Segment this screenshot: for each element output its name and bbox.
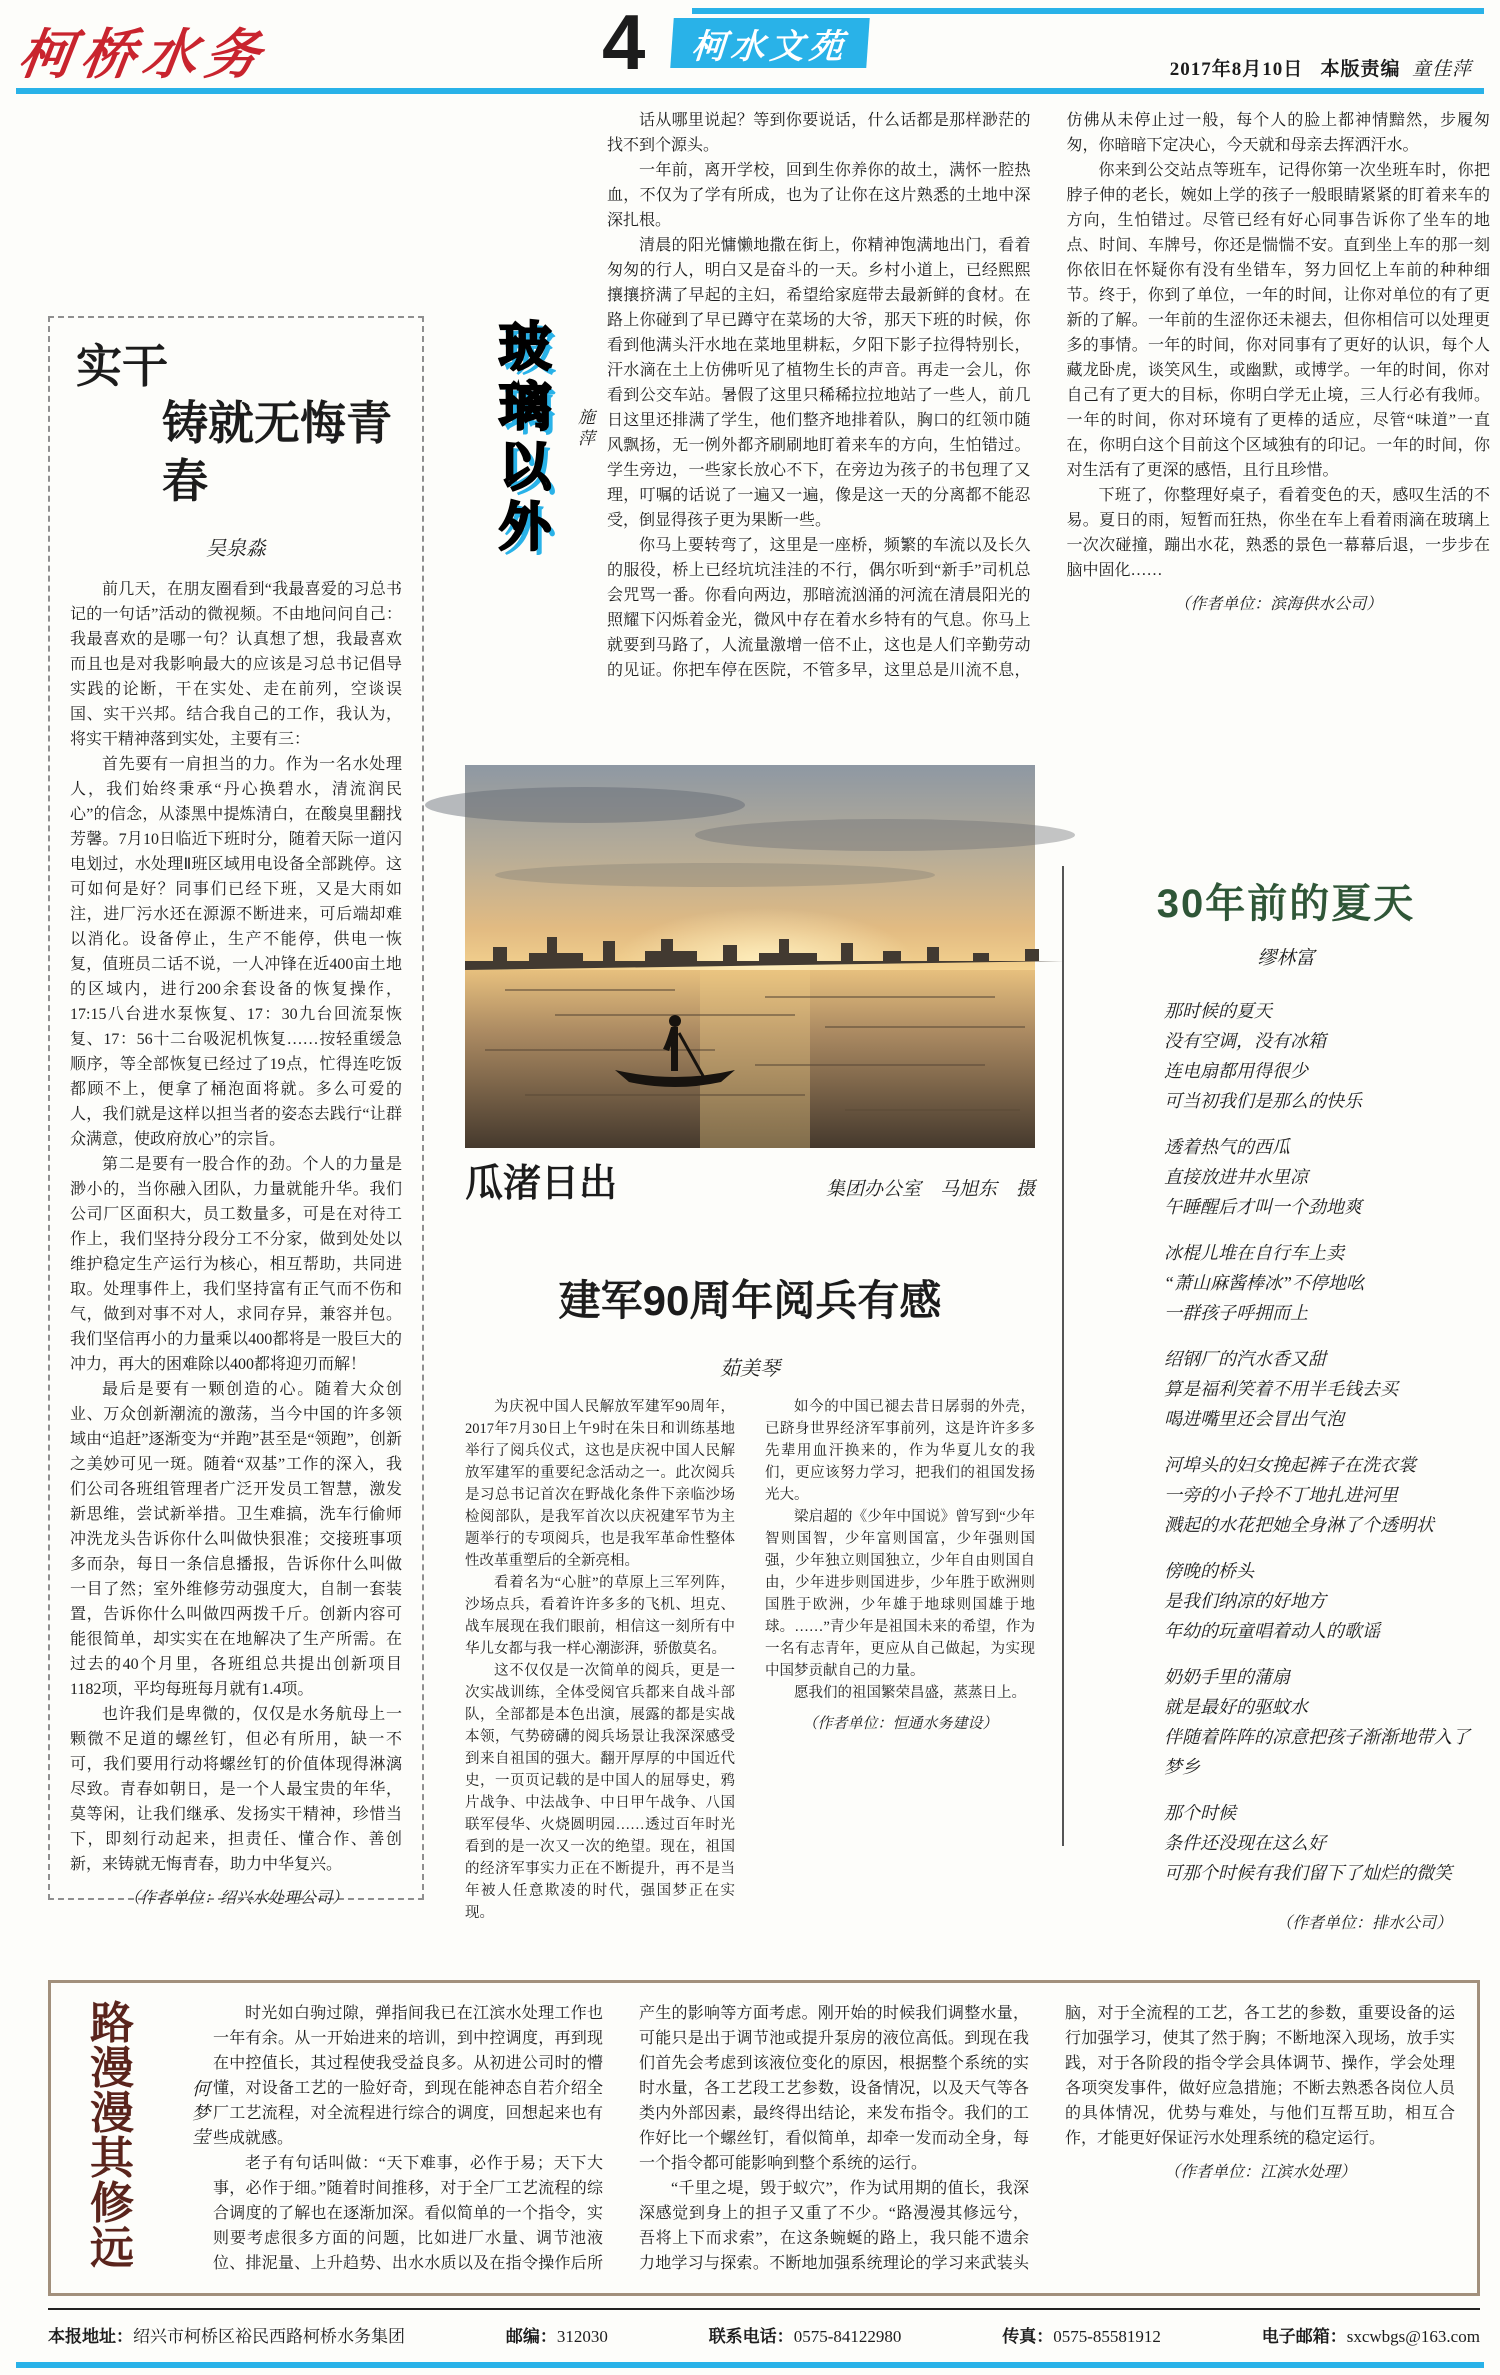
poem-line: 年幼的玩童唱着动人的歌谣 [1164, 1621, 1380, 1641]
paragraph: 愿我们的祖国繁荣昌盛，蒸蒸日上。 [794, 1685, 1026, 1701]
poem-line: 溅起的水花把她全身淋了个透明状 [1164, 1515, 1434, 1535]
article-road-body [213, 2001, 1455, 2277]
article-parade-unit: （作者单位：恒通水务建设） [802, 1716, 998, 1732]
issue-date: 2017年8月10日 [1169, 59, 1304, 80]
poem-line: 伴随着阵阵的凉意把孩子渐渐地带入了梦乡 [1164, 1727, 1470, 1777]
poem-line: 透着热气的西瓜 [1164, 1137, 1290, 1157]
title-char: 修 [90, 2179, 134, 2228]
paragraph: 这不仅仅是一次简单的阅兵，更是一次实战训练，全体受阅官兵都来自战斗部队，全部都是本色出演，展露的都是实战本领，气势磅礴的阅兵场景让我深深感受到来自祖国的强大。翻开厚厚的中国近代史，一页页记载的是中国人的屈辱史，鸦片战争、中法战争、中日甲午战争、八国联军侵华、火烧圆明园……透过百年时光看到的是一次又一次的绝望。现在，祖国的经济军事实力正在不断提升，再不是当年被人任意欺凌的时代，强国梦正在实现。 [465, 1663, 735, 1921]
paragraph: 如今的中国已褪去昔日孱弱的外壳，已跻身世界经济军事前列，这是许许多多先辈用血汗换来的，作为华夏儿女的我们，更应该努力学习，把我们的祖国发扬光大。 [765, 1399, 1035, 1503]
sunrise-photo [465, 765, 1035, 1148]
poem-line: 可那个时候有我们留下了灿烂的微笑 [1164, 1863, 1452, 1883]
paragraph: 前几天，在朋友圈看到“我最喜爱的习总书记的一句话”活动的微视频。不由地问问自己：我最喜欢的是哪一句？认真想了想，我最喜欢而且也是对我影响最大的应该是习总书记倡导实践的论断，干在实处、走在前列，空谈误国、实干兴邦。结合我自己的工作，我认为，将实干精神落到实处，主要有三： [70, 581, 402, 748]
footer-address [48, 2322, 405, 2347]
poem-line: 傍晚的桥头 [1164, 1561, 1254, 1581]
footer-postcode-label: 邮编： [505, 2327, 557, 2346]
article-glass-author: 施萍 [575, 408, 594, 450]
footer-bottom-rule [16, 2362, 1484, 2368]
title-char: 外 [498, 499, 551, 557]
poem-title: 30年前的夏天 [1156, 882, 1416, 926]
poem-line [1086, 1328, 1486, 1344]
paragraph: 话从哪里说起？等到你要说话，什么话都是那样渺茫的找不到个源头。 [607, 112, 1031, 154]
masthead-logo: 柯桥水务 [15, 25, 272, 85]
footer-postcode [506, 2322, 608, 2347]
poem-line: 是我们纳凉的好地方 [1164, 1591, 1326, 1611]
paragraph: 第二是要有一股合作的劲。个人的力量是渺小的，当你融入团队，力量就能升华。我们公司厂区面积大，员工数量多，可是在对待工作上，我们坚持分段分工不分家，做到处处以维护稳定生产运行为核心，相互帮助，共同进取。处理事件上，我们坚持富有正气而不伤和气，做到对事不对人，求同存异，兼容并包。我们坚信再小的力量乘以400都将是一股巨大的冲力，再大的困难除以400都将迎刃而解！ [70, 1156, 402, 1373]
title-char: 路 [90, 1999, 134, 2048]
sunrise-photo-image [465, 765, 1035, 1148]
poem-line [1086, 1782, 1486, 1798]
article-parade-author: 茹美琴 [720, 1358, 780, 1380]
poem-line: 绍钢厂的汽水香又甜 [1164, 1349, 1326, 1369]
poem-line: 可当初我们是那么的快乐 [1164, 1091, 1362, 1111]
paragraph: 清晨的阳光慵懒地撒在街上，你精神饱满地出门，看着匆匆的行人，明白又是奋斗的一天。乡村小道上，已经熙熙攘攘挤满了早起的主妇，希望给家庭带去最新鲜的食材。在路上你碰到了早已蹲守在菜场的大爷，那天下班的时候，你看到他满头汗水地在菜地里耕耘，夕阳下影子拉得特别长，汗水滴在土上仿佛听见了植物生长的声音。再走一会儿，你看到公交车站。暑假了这里只稀稀拉拉地站了一些人，前几日这里还排满了学生，他们整齐地排着队，胸口的红领巾随风飘扬，无一例外都齐刷刷地盯着来车的方向，生怕错过。学生旁边，一些家长放心不下，在旁边为孩子的书包理了又理，叮嘱的话说了一遍又一遍，像是这一天的分离都不能忍受，倒显得孩子更为果断一些。 [607, 237, 1031, 529]
footer [48, 2322, 1480, 2347]
article-glass-title [490, 318, 560, 558]
poem-line: 没有空调，没有冰箱 [1164, 1031, 1326, 1051]
article-glass-body [607, 108, 1490, 700]
poem-unit: （作者单位：排水公司） [1275, 1915, 1452, 1932]
photo-caption-row [465, 1152, 1035, 1207]
poem-line: 冰棍儿堆在自行车上卖 [1164, 1243, 1344, 1263]
paragraph: “千里之堤，毁于蚁穴”，作为试用期的值长，我深深感觉到身上的担子又重了不少。“路漫漫其修远兮，吾将上下而求索”，在这条蜿蜒的路上，我只能不遗余力地学习与探索。不断地加强系统理论的学习来武装头脑，对于全流程的工艺，各工艺的参数，重要设备的运行加强学习，使其了然于胸；不断地深入现场，放手实践，对于各阶段的指令学会具体调节、操作，学会处理各项突发事件，做好应急措施；不断去熟悉各岗位人员的具体情况，优势与难处，与他们互帮互助，相互合作，才能更好保证污水处理系统的稳定运行。 [639, 2005, 1455, 2272]
article-parade-paragraphs [465, 1396, 1035, 1936]
article-road-author: 何梦莹 [190, 2079, 210, 2151]
paragraph: 也许我们是卑微的，仅仅是水务航母上一颗微不足道的螺丝钉，但必有所用，缺一不可，我们要用行动将螺丝钉的价值体现得淋漓尽致。青春如朝日，是一个人最宝贵的年华，莫等闲，让我们继承、发扬实干精神，珍惜当下，即刻行动起来，担责任、懂合作、善创新，来铸就无悔青春，助力中华复兴。 [70, 1706, 402, 1873]
article-shigan-title-line1: 实干 [76, 340, 168, 392]
article-road-unit: （作者单位：江滨水处理） [1163, 2164, 1356, 2181]
footer-email [1262, 2322, 1480, 2347]
section-title-badge: 柯水文苑 [670, 18, 869, 68]
article-road-paragraphs [213, 2001, 1455, 2277]
article-shigan-unit: （作者单位：绍兴水处理公司） [123, 1890, 348, 1907]
paragraph: 下班了，你整理好桌子，看着变色的天，感叹生活的不易。夏日的雨，短暂而狂热，你坐在车上看着雨滴在玻璃上一次次碰撞，蹦出水花，熟悉的景色一幕幕后退，一步步在脑中固化…… [1066, 487, 1490, 579]
poem-line: 喝进嘴里还会冒出气泡 [1164, 1409, 1344, 1429]
title-char: 璃 [498, 379, 551, 437]
article-shigan [48, 316, 424, 1907]
poem-line: 奶奶手里的蒲扇 [1164, 1667, 1290, 1687]
paragraph: 看着名为“心脏”的草原上三军列阵，沙场点兵，看着许许多多的飞机、坦克、战车展现在我们眼前，相信这一刻所有中华儿女都与我一样心潮澎湃，骄傲莫名。 [465, 1575, 735, 1657]
article-shigan-title-line2: 铸就无悔青春 [162, 397, 392, 507]
poem-lines [1086, 996, 1486, 1888]
editor-label: 本版责编 [1320, 59, 1401, 80]
title-char: 漫 [90, 2089, 134, 2138]
title-char: 玻 [498, 319, 551, 377]
title-char: 远 [90, 2224, 134, 2273]
poem-line [1086, 1540, 1486, 1556]
poem-line: 那个时候 [1164, 1803, 1236, 1823]
article-road [48, 1980, 1480, 2296]
article-shigan-author: 吴泉淼 [206, 538, 266, 560]
footer-email-label: 电子邮箱： [1261, 2327, 1347, 2346]
paragraph: 时光如白驹过隙，弹指间我已在江滨水处理工作也一年有余。从一开始进来的培训，到中控调度，再到现在中控值长，其过程使我受益良多。从初进公司时的懵懂，对设备工艺的一脸好奇，到现在能神态自若介绍全厂工艺流程，对全流程进行综合的调度，回想起来也有些成就感。 [213, 2005, 603, 2147]
paragraph: 一年前，离开学校，回到生你养你的故土，满怀一腔热血，不仅为了学有所成，也为了让你在这片熟悉的土地中深深扎根。 [607, 162, 1031, 229]
article-glass-unit: （作者单位：滨海供水公司） [1174, 596, 1383, 613]
footer-phone-value: 0575-84122980 [793, 2327, 902, 2346]
paragraph: 你马上要转弯了，这里是一座桥，频繁的车流以及长久的服役，桥上已经坑坑洼洼的不行，偶尔听到“新手”司机总会咒骂一番。你看向两边，那暗流汹涌的河流在清晨阳光的照耀下闪烁着金光，微风中存在着水乡特有的气息。你马上就要到马路了，人流量激增一倍不止，这也是人们辛勤劳动的见证。你把车停在医院，不管多早，这里总是川流不息，仿佛从未停止过一般，每个人的脸上都神情黯然，步履匆匆，你暗暗下定决心，今天就和母亲去挥洒汗水。 [607, 112, 1490, 679]
footer-address-label: 本报地址： [48, 2327, 133, 2346]
photo-caption-title: 瓜渚日出 [465, 1163, 618, 1205]
paragraph: 你来到公交站点等班车，记得你第一次坐班车时，你把脖子伸的老长，婉如上学的孩子一般眼睛紧紧的盯着来车的方向，生怕错过。尽管已经有好心同事告诉你了坐车的地点、时间、车牌号，你还是惴惴不安。直到坐上车的那一刻你依旧在怀疑你有没有坐错车，努力回忆上车前的种种细节。终于，你到了单位，一年的时间，让你对单位的有了更新的了解。一年前的生涩你还未褪去，但你相信可以处理更多的事情。一年的时间，你对同事有了更好的认识，每个人藏龙卧虎，谈笑风生，或幽默，或博学。一年的时间，你对自己有了更大的目标，你明白学无止境，三人行必有我师。一年的时间，你对环境有了更棒的适应，尽管“味道”一直在，你明白这个目前这个区域独有的印记。一年的时间，你对生活有了更深的感悟，且行且珍惜。 [1066, 162, 1490, 479]
poem-line [1086, 1116, 1486, 1132]
footer-fax-value: 0575-85581912 [1053, 2327, 1161, 2346]
footer-email-value: sxcwbgs@163.com [1346, 2327, 1480, 2346]
poem-line [1086, 1434, 1486, 1450]
paragraph: 老子有句话叫做：“天下难事，必作于易；天下大事，必作于细。”随着时间推移，对于全厂工艺流程的综合调度的了解也在逐渐加深。看似简单的一个指令，实则要考虑很多方面的问题，比如进厂水量、调节池液位、排泥量、上升趋势、出水水质以及在指令操作后所产生的影响等方面考虑。刚开始的时候我们调整水量，可能只是出于调节池或提升泵房的液位高低。到现在我们首先会考虑到该液位变化的原因，根据整个系统的实时水量，各工艺段工艺参数，设备情况，以及天气等各类内外部因素，最终得出结论，来发布指令。我们的工作好比一个螺丝钉，看似简单，却牵一发而动全身，每一个指令都可能影响到整个系统的运行。 [213, 2005, 1029, 2272]
footer-fax [1002, 2322, 1161, 2347]
footer-address-value: 绍兴市柯桥区裕民西路柯桥水务集团 [133, 2327, 405, 2346]
poem-line: 一旁的小子拎不丁地扎进河里 [1164, 1485, 1398, 1505]
poem-line: 连电扇都用得很少 [1164, 1061, 1308, 1081]
poem-line [1086, 1646, 1486, 1662]
article-shigan-body [70, 577, 402, 1877]
poem-line: 一群孩子呼拥而上 [1164, 1303, 1308, 1323]
poem-line: 条件还没现在这么好 [1164, 1833, 1326, 1853]
header-top-rule [692, 8, 1484, 14]
article-parade-body [465, 1396, 1035, 1936]
title-char: 其 [90, 2134, 134, 2183]
poem-author: 缪林富 [1257, 948, 1315, 969]
header-dateline [1170, 54, 1472, 81]
poem-line: 河埠头的妇女挽起裤子在洗衣裳 [1164, 1455, 1416, 1475]
paragraph: 最后是要有一颗创造的心。随着大众创业、万众创新潮流的激荡，当今中国的许多领域由“追赶”逐渐变为“并跑”甚至是“领跑”，创新之美妙可见一斑。随着“双基”工作的深入，我们公司各班组管理者广泛开发员工智慧，激发新思维，尝试新举措。卫生难搞，洗车行偷师冲洗龙头告诉你什么叫做快狠准；交接班事项多而杂，每日一条信息播报，告诉你什么叫做一目了然；室外维修劳动强度大，自制一套装置，告诉你什么叫做四两拨千斤。创新内容可能很简单，却实实在在地解决了生产所需。在过去的40个月里，各班组总共提出创新项目1182项，平均每班每月就有1.4项。 [70, 1381, 402, 1698]
header-bottom-rule [16, 88, 1484, 94]
poem-line [1086, 1222, 1486, 1238]
article-parade-title: 建军90周年阅兵有感 [558, 1277, 942, 1324]
footer-top-rule [48, 2308, 1480, 2310]
poem-line: 那时候的夏天 [1164, 1001, 1272, 1021]
paragraph: 首先要有一肩担当的力。作为一名水处理人，我们始终秉承“丹心换碧水，清流润民心”的信念，从漆黑中提炼清白，在酸臭里翻找芳馨。7月10日临近下班时分，随着天际一道闪电划过，水处理Ⅱ班区域用电设备全部跳停。这可如何是好？同事们已经下班，又是大雨如注，进厂污水还在源源不断进来，可后端却难以消化。设备停止，生产不能停，供电一恢复，值班员二话不说，一人冲锋在近400亩土地的区域内，进行200余套设备的恢复操作，17:15八台进水泵恢复、17：30九台回流泵恢复、17：56十二台吸泥机恢复……按轻重缓急顺序，等全部恢复已经过了19点，忙得连吃饭都顾不上，便拿了桶泡面将就。多么可爱的人，我们就是这样以担当者的姿态去践行“让群众满意，使政府放心”的宗旨。 [70, 756, 402, 1148]
footer-postcode-value: 312030 [556, 2327, 608, 2346]
photo-credit: 集团办公室 马旭东 摄 [825, 1179, 1035, 1200]
poem-line: 就是最好的驱蚊水 [1164, 1697, 1308, 1717]
poem-divider-rule [1062, 866, 1064, 1846]
poem-line: 直接放进井水里凉 [1164, 1167, 1308, 1187]
footer-fax-label: 传真： [1002, 2327, 1054, 2346]
title-char: 以 [498, 439, 551, 497]
paragraph: 为庆祝中国人民解放军建军90周年，2017年7月30日上午9时在朱日和训练基地举行了阅兵仪式，这也是庆祝中国人民解放军建军的重要纪念活动之一。此次阅兵是习总书记首次在野战化条件下亲临沙场检阅部队，是我军首次以庆祝建军节为主题举行的专项阅兵，也是我军革命性整体性改革重塑后的全新亮相。 [465, 1399, 735, 1569]
poem-30-years-ago [1086, 872, 1486, 1932]
paragraph: 梁启超的《少年中国说》曾写到“少年智则国智，少年富则国富，少年强则国强，少年独立则国独立，少年自由则国自由，少年进步则国进步，少年胜于欧洲则国胜于欧洲，少年雄于地球则国雄于地球。……”青少年是祖国未来的希望，作为一名有志青年，更应从自己做起，为实现中国梦贡献自己的力量。 [765, 1509, 1035, 1679]
poem-line: 算是福利笑着不用半毛钱去买 [1164, 1379, 1398, 1399]
article-road-title [73, 2001, 151, 2275]
title-char: 漫 [90, 2044, 134, 2093]
footer-phone-label: 联系电话： [708, 2327, 794, 2346]
poem-line: “萧山麻酱棒冰”不停地吆 [1164, 1273, 1365, 1293]
page-number: 4 [602, 0, 646, 86]
poem-line: 午睡醒后才叫一个劲地爽 [1164, 1197, 1362, 1217]
footer-phone [709, 2322, 902, 2347]
editor-name: 童佳萍 [1411, 59, 1472, 80]
